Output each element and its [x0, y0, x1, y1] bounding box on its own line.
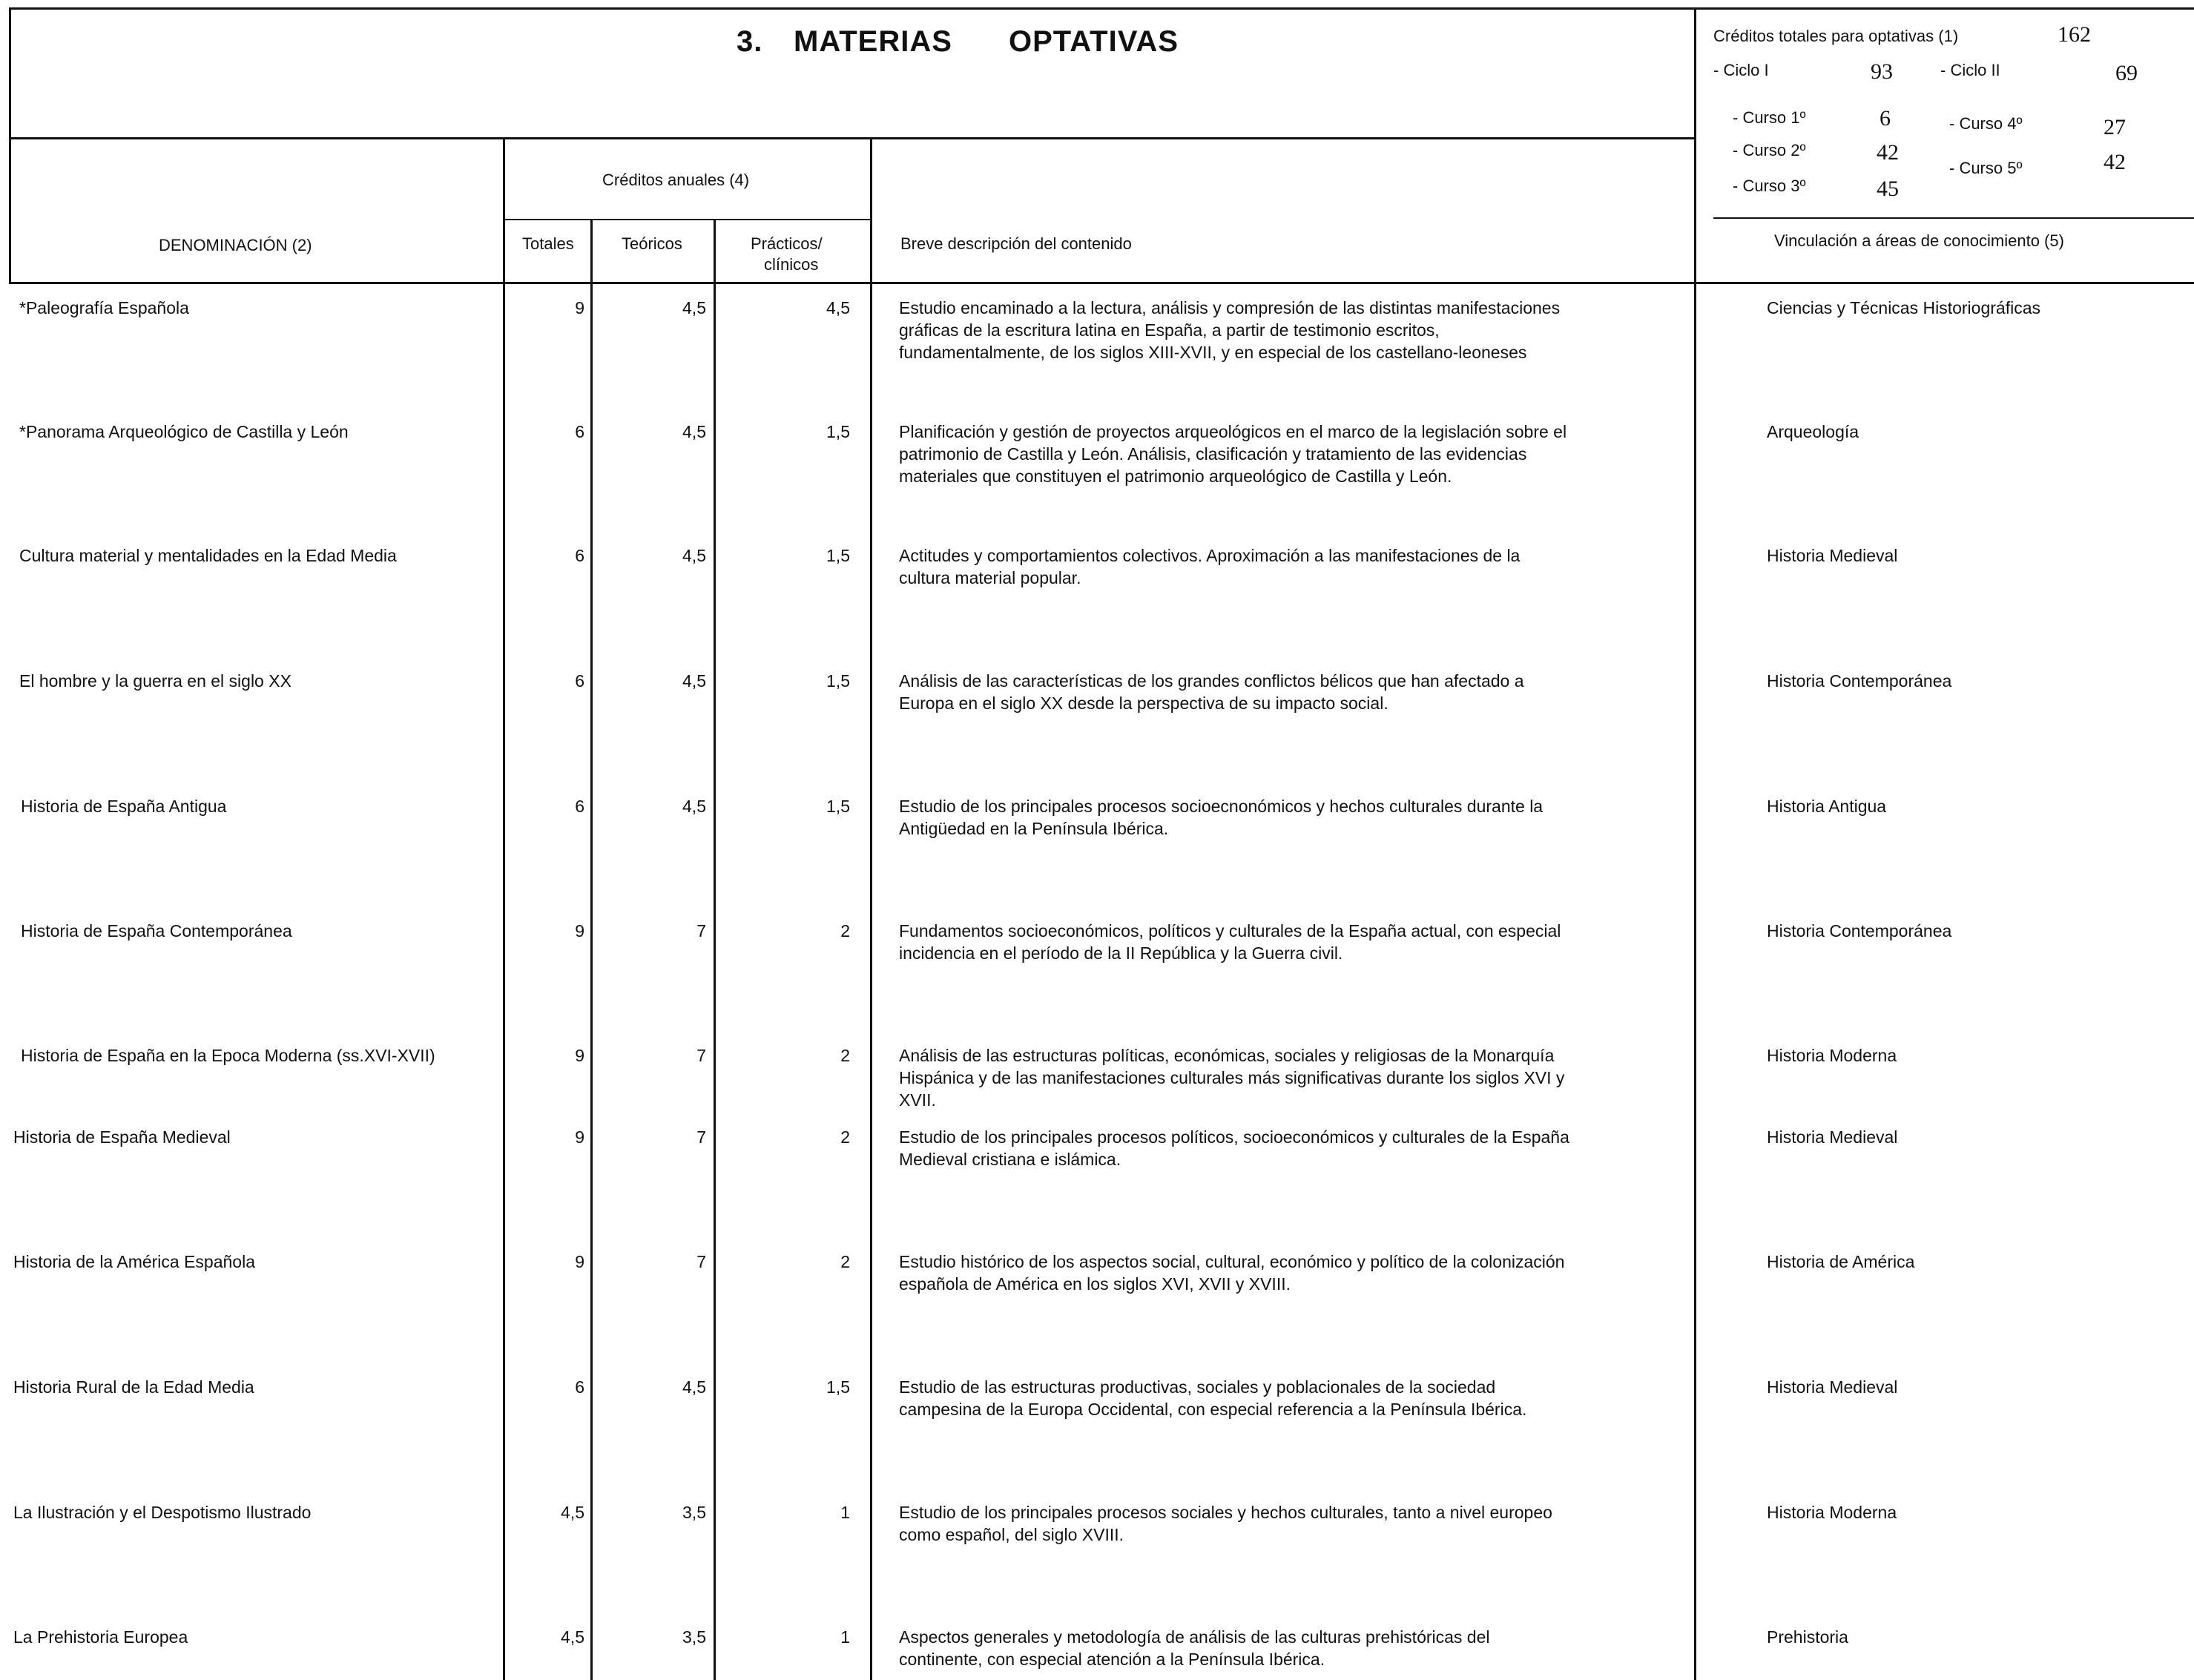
row-totales: 9 [575, 298, 584, 317]
total-credits-value: 162 [2058, 22, 2091, 47]
header-separator [9, 137, 1694, 139]
row-practicos: 1,5 [826, 671, 850, 691]
row-teoricos: 3,5 [682, 1503, 706, 1522]
row-teoricos: 7 [696, 1127, 706, 1147]
page-title-word2: OPTATIVAS [1009, 25, 1179, 58]
row-area: Prehistoria [1767, 1627, 1848, 1647]
ciclo2-value: 69 [2115, 61, 2138, 85]
row-teoricos: 7 [696, 1252, 706, 1271]
row-description-line: patrimonio de Castilla y León. Análisis, clasificación y tratamiento de las evidencias [899, 444, 1527, 464]
header-vinculacion: Vinculación a áreas de conocimiento (5) [1774, 231, 2064, 250]
row-description-line: Estudio de los principales procesos sociales y hechos culturales, tanto a nivel europeo [899, 1503, 1552, 1522]
col-sep-practicos [870, 139, 872, 1680]
title-right-border [1694, 7, 1696, 1680]
row-name: Historia de España en la Epoca Moderna (ss.XVI-XVII) [21, 1046, 435, 1065]
row-practicos: 2 [840, 1046, 850, 1065]
row-description-line: Antigüedad en la Península Ibérica. [899, 819, 1169, 838]
row-teoricos: 4,5 [682, 1377, 706, 1397]
row-teoricos: 3,5 [682, 1627, 706, 1647]
row-description-line: Planificación y gestión de proyectos arqueológicos en el marco de la legislación sobre el [899, 422, 1567, 441]
row-teoricos: 4,5 [682, 671, 706, 691]
header-creditos-anuales: Créditos anuales (4) [602, 171, 750, 189]
curso2-value: 42 [1877, 140, 1899, 165]
curso4-label: - Curso 4º [1949, 114, 2023, 133]
row-practicos: 1 [840, 1503, 850, 1522]
row-practicos: 1,5 [826, 1377, 850, 1397]
row-name: La Ilustración y el Despotismo Ilustrado [13, 1503, 312, 1522]
ciclo1-value: 93 [1871, 59, 1893, 84]
top-border [9, 7, 2194, 10]
row-practicos: 1,5 [826, 797, 850, 816]
col-sep-name [503, 139, 505, 1680]
row-description-line: continente, con especial atención a la Península Ibérica. [899, 1650, 1325, 1669]
row-practicos: 1,5 [826, 422, 850, 441]
header-descripcion: Breve descripción del contenido [900, 234, 1132, 253]
row-description-line: Estudio histórico de los aspectos social, cultural, económico y político de la colonización [899, 1252, 1565, 1271]
row-area: Historia Moderna [1767, 1046, 1897, 1065]
row-description-line: cultura material popular. [899, 568, 1081, 587]
row-practicos: 2 [840, 1252, 850, 1271]
row-totales: 9 [575, 1252, 584, 1271]
row-area: Historia Medieval [1767, 1127, 1898, 1147]
summary-separator [1713, 217, 2194, 219]
creditos-subheader-line [503, 219, 870, 220]
row-description-line: Europa en el siglo XX desde la perspectiva de su impacto social. [899, 694, 1388, 713]
row-totales: 6 [575, 422, 584, 441]
curso5-value: 42 [2104, 150, 2126, 174]
ciclo1-label: - Ciclo I [1713, 61, 1769, 79]
row-description-line: gráficas de la escritura latina en España, a partir de testimonio escritos, [899, 320, 1440, 340]
header-practicos: Prácticos/ [751, 234, 823, 253]
row-practicos: 1 [840, 1627, 850, 1647]
row-practicos: 4,5 [826, 298, 850, 317]
row-name: La Prehistoria Europea [13, 1627, 188, 1647]
header-denominacion: DENOMINACIÓN (2) [159, 236, 312, 254]
row-description-line: materiales que constituyen el patrimonio arqueológico de Castilla y León. [899, 467, 1452, 486]
row-teoricos: 4,5 [682, 797, 706, 816]
row-name: El hombre y la guerra en el siglo XX [19, 671, 291, 691]
row-description-line: incidencia en el período de la II República y la Guerra civil. [899, 943, 1343, 963]
row-name: Historia Rural de la Edad Media [13, 1377, 254, 1397]
row-description-line: Fundamentos socioeconómicos, políticos y culturales de la España actual, con especial [899, 921, 1561, 941]
row-teoricos: 4,5 [682, 422, 706, 441]
curso3-value: 45 [1877, 177, 1899, 201]
row-totales: 9 [575, 1127, 584, 1147]
row-description-line: Estudio de los principales procesos socioecnonómicos y hechos culturales durante la [899, 797, 1544, 816]
row-description-line: campesina de la Europa Occidental, con especial referencia a la Península Ibérica. [899, 1400, 1527, 1419]
row-description-line: Estudio encaminado a la lectura, análisis y compresión de las distintas manifestaciones [899, 298, 1561, 317]
row-name: Historia de España Contemporánea [21, 921, 292, 941]
curso5-label: - Curso 5º [1949, 159, 2023, 177]
row-area: Historia Contemporánea [1767, 921, 1952, 941]
row-name: *Panorama Arqueológico de Castilla y León [19, 422, 349, 441]
row-teoricos: 7 [696, 921, 706, 941]
total-credits-label: Créditos totales para optativas (1) [1713, 27, 1959, 45]
row-name: *Paleografía Española [19, 298, 189, 317]
row-description-line: Estudio de las estructuras productivas, sociales y poblacionales de la sociedad [899, 1377, 1496, 1397]
row-area: Historia Moderna [1767, 1503, 1897, 1522]
row-name: Cultura material y mentalidades en la Edad Media [19, 546, 397, 565]
row-totales: 9 [575, 1046, 584, 1065]
row-totales: 6 [575, 546, 584, 565]
curso3-label: - Curso 3º [1733, 177, 1806, 195]
row-description-line: XVII. [899, 1090, 936, 1110]
row-description-line: Medieval cristiana e islámica. [899, 1150, 1121, 1169]
row-description-line: Actitudes y comportamientos colectivos. Aproximación a las manifestaciones de la [899, 546, 1521, 565]
row-description-line: Estudio de los principales procesos políticos, socioeconómicos y culturales de la España [899, 1127, 1569, 1147]
columns-header-bottom [9, 282, 2194, 284]
row-description-line: fundamentalmente, de los siglos XIII-XVII, y en especial de los castellano-leoneses [899, 343, 1527, 362]
row-area: Arqueología [1767, 422, 1859, 441]
page-title-number: 3. [737, 25, 763, 58]
ciclo2-label: - Ciclo II [1940, 61, 2000, 79]
row-totales: 6 [575, 797, 584, 816]
row-area: Historia Contemporánea [1767, 671, 1952, 691]
row-practicos: 2 [840, 921, 850, 941]
curso2-label: - Curso 2º [1733, 141, 1806, 159]
row-totales: 4,5 [561, 1627, 584, 1647]
header-teoricos: Teóricos [622, 234, 682, 253]
page-title-word1: MATERIAS [794, 25, 952, 58]
row-description-line: Análisis de las estructuras políticas, económicas, sociales y religiosas de la Monarquía [899, 1046, 1555, 1065]
row-teoricos: 7 [696, 1046, 706, 1065]
curso1-label: - Curso 1º [1733, 108, 1806, 127]
row-area: Historia Medieval [1767, 1377, 1898, 1397]
row-description-line: Aspectos generales y metodología de análisis de las culturas prehistóricas del [899, 1627, 1490, 1647]
row-teoricos: 4,5 [682, 546, 706, 565]
row-area: Historia Antigua [1767, 797, 1887, 816]
row-teoricos: 4,5 [682, 298, 706, 317]
row-name: Historia de la América Española [13, 1252, 255, 1271]
header-totales: Totales [522, 234, 574, 253]
row-name: Historia de España Medieval [13, 1127, 231, 1147]
row-area: Historia Medieval [1767, 546, 1898, 565]
row-name: Historia de España Antigua [21, 797, 227, 816]
row-totales: 4,5 [561, 1503, 584, 1522]
left-border [9, 7, 11, 284]
curso4-value: 27 [2104, 115, 2126, 139]
row-area: Ciencias y Técnicas Historiográficas [1767, 298, 2040, 317]
row-description-line: Hispánica y de las manifestaciones culturales más significativas durante los siglos XVI y [899, 1068, 1565, 1087]
row-description-line: como español, del siglo XVIII. [899, 1525, 1124, 1544]
row-practicos: 2 [840, 1127, 850, 1147]
col-sep-totales [590, 219, 593, 1680]
header-clinicos: clínicos [764, 255, 819, 274]
row-totales: 6 [575, 1377, 584, 1397]
row-totales: 9 [575, 921, 584, 941]
curso1-value: 6 [1880, 106, 1891, 131]
col-sep-teoricos [714, 219, 716, 1680]
row-description-line: Análisis de las características de los grandes conflictos bélicos que han afectado a [899, 671, 1524, 691]
row-area: Historia de América [1767, 1252, 1915, 1271]
row-practicos: 1,5 [826, 546, 850, 565]
row-totales: 6 [575, 671, 584, 691]
row-description-line: española de América en los siglos XVI, XVII y XVIII. [899, 1274, 1291, 1294]
